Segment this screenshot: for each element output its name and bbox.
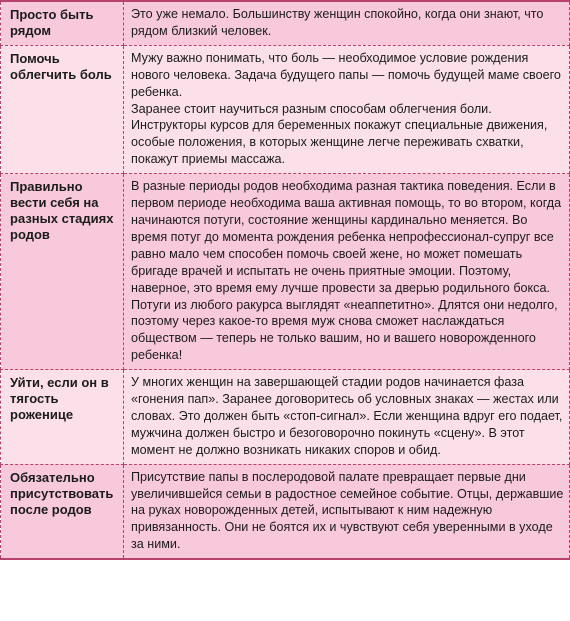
row-description xyxy=(124,174,570,370)
table-row xyxy=(1,174,570,370)
description-paragraph: Присутствие папы в послеродовой палате превращает первые дни увеличившейся семьи в радостное семейное событие. Отцы, державшие на руках новорожденных детей, испытывают к ним надежную привязанность. Они не боятся их и чувствуют себя уверенными в уходе за ними. xyxy=(131,469,564,552)
table-row xyxy=(1,1,570,45)
description-paragraph: У многих женщин на завершающей стадии родов начинается фаза «гонения пап». Заранее договоритесь об условных знаках — жестах или словах. Это должен быть «стоп-сигнал». Если женщина вдруг его подает, мужчина должен быстро и безоговорочно покинуть «сцену». В этот момент не должно возникать никаких споров и обид. xyxy=(131,375,563,457)
row-description xyxy=(124,45,570,173)
table-row xyxy=(1,464,570,559)
table-row xyxy=(1,370,570,465)
description-paragraph: Мужу важно понимать, что боль — необходимое условие рождения нового человека. Задача будущего папы — помочь будущей маме своего ребенка. xyxy=(131,50,561,99)
row-term: Правильно вести себя на разных стадиях родов xyxy=(1,174,124,370)
row-term: Уйти, если он в тягость роженице xyxy=(1,370,124,465)
description-paragraph: Потуги из любого ракурса выглядят «неаппетитно». Длятся они недолго, поэтому через какое-то время муж снова сможет наслаждаться обществом — теперь не только вашим, но и вашего новорожденного ребенка! xyxy=(131,297,558,363)
description-paragraph: В разные периоды родов необходима разная тактика поведения. Если в первом периоде необходима ваша активная помощь, то во втором, когда начинаются потуги, состояние женщины кардинально меняется. Во время потуг до момента рождения ребенка непрофессионал-супруг все равно мало чем способен помочь своей жене, но может помешать бригаде врачей и испытать не очень приятные эмоции. Поэтому, наверное, это время ему лучше провести за дверью родильного бокса. xyxy=(131,179,562,295)
row-term: Помочь облегчить боль xyxy=(1,45,124,173)
description-paragraph: Это уже немало. Большинству женщин спокойно, когда они знают, что рядом близкий человек. xyxy=(131,7,544,38)
table-row xyxy=(1,45,570,173)
row-term: Просто быть рядом xyxy=(1,1,124,45)
description-paragraph: Заранее стоит научиться разным способам облегчения боли. Инструкторы курсов для беременных покажут специальные движения, особые положения, в которых женщине легче переживать схватки, покажут приемы массажа. xyxy=(131,101,548,167)
row-description xyxy=(124,1,570,45)
row-description xyxy=(124,370,570,465)
row-term: Обязательно присутствовать после родов xyxy=(1,464,124,559)
row-description xyxy=(124,464,570,559)
